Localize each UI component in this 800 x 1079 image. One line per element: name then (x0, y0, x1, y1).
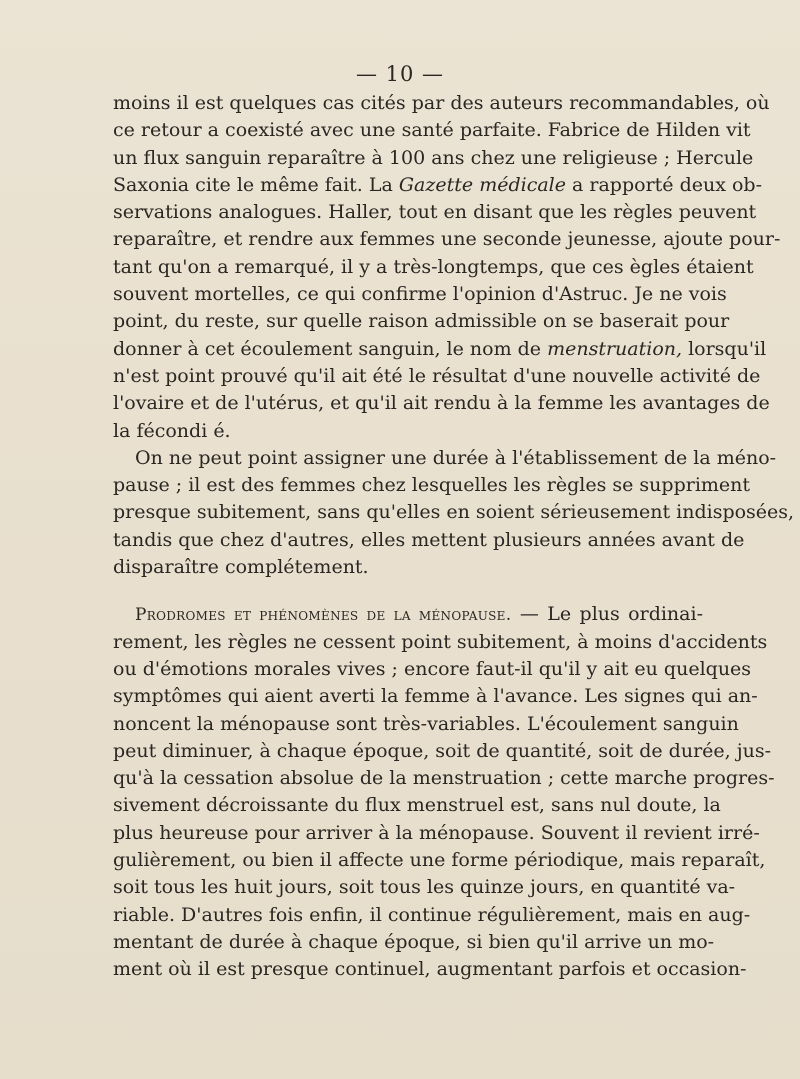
text-line: rement, les règles ne cessent point subitement, à moins d'accidents (113, 630, 768, 653)
text-line: mentant de durée à chaque époque, si bien qu'il arrive un mo- (113, 930, 715, 953)
text-line: ce retour a coexisté avec une santé parfaite. Fabrice de Hilden vit (113, 119, 751, 142)
text-line (113, 172, 762, 199)
text-line: n'est point prouvé qu'il ait été le résultat d'une nouvelle activité de (113, 364, 761, 387)
text-line: ou d'émotions morales vives ; encore faut-il qu'il y ait eu quelques (113, 657, 752, 680)
text-line: gulièrement, ou bien il affecte une forme périodique, mais reparaît, (113, 849, 766, 872)
text-line: point, du reste, sur quelle raison admissible on se baserait pour (113, 310, 730, 333)
text-segment: lorsqu'il (682, 337, 767, 360)
text-line: souvent mortelles, ce qui confirme l'opinion d'Astruc. Je ne vois (113, 283, 727, 306)
text-line: tant qu'on a remarqué, il y a très-longtemps, que ces ègles étaient (113, 255, 754, 278)
text-segment: donner à cet écoulement sanguin, le nom de (113, 337, 548, 360)
italic-term: menstruation, (547, 337, 683, 360)
body-text (113, 90, 795, 984)
text-line: tandis que chez d'autres, elles mettent plusieurs années avant de (113, 528, 745, 551)
paragraph-gap (113, 581, 703, 601)
italic-title: Gazette médicale (398, 173, 566, 196)
text-line (113, 336, 767, 363)
text-segment: — Le plus ordinai- (511, 603, 703, 626)
text-line: soit tous les huit jours, soit tous les quinze jours, en quantité va- (113, 876, 736, 899)
text-segment: Saxonia cite le même fait. La (113, 173, 399, 196)
text-line: On ne peut point assigner une durée à l'établissement de la méno- (135, 446, 777, 469)
text-line: presque subitement, sans qu'elles en soient sérieusement indisposées, (113, 501, 795, 524)
text-line: sivement décroissante du flux menstruel est, sans nul doute, la (113, 794, 721, 817)
text-line: disparaître complétement. (113, 556, 369, 579)
text-line: la fécondi é. (113, 419, 231, 442)
text-line: peut diminuer, à chaque époque, soit de quantité, soit de durée, jus- (113, 739, 772, 762)
text-line: pause ; il est des femmes chez lesquelles les règles se suppriment (113, 474, 751, 497)
text-line: qu'à la cessation absolue de la menstruation ; cette marche progres- (113, 767, 775, 790)
text-line: reparaître, et rendre aux femmes une seconde jeunesse, ajoute pour- (113, 228, 781, 251)
text-line: ment où il est presque continuel, augmentant parfois et occasion- (113, 958, 747, 981)
text-line: noncent la ménopause sont très-variables. L'écoulement sanguin (113, 712, 739, 735)
text-line: moins il est quelques cas cités par des auteurs recommandables, où (113, 92, 770, 114)
page-number: — 10 — (355, 62, 445, 86)
text-line: l'ovaire et de l'utérus, et qu'il ait rendu à la femme les avantages de (113, 392, 770, 415)
text-segment: a rapporté deux ob- (565, 173, 762, 196)
text-line: symptômes qui aient averti la femme à l'avance. Les signes qui an- (113, 685, 758, 708)
text-line: un flux sanguin reparaître à 100 ans chez une religieuse ; Hercule (113, 146, 754, 169)
text-line: servations analogues. Haller, tout en disant que les règles peuvent (113, 201, 757, 224)
text-line: plus heureuse pour arriver à la ménopause. Souvent il revient irré- (113, 821, 760, 844)
section-heading: Prodromes et phénomènes de la ménopause. (135, 605, 512, 626)
text-line (113, 601, 703, 628)
text-line: riable. D'autres fois enfin, il continue régulièrement, mais en aug- (113, 903, 751, 926)
